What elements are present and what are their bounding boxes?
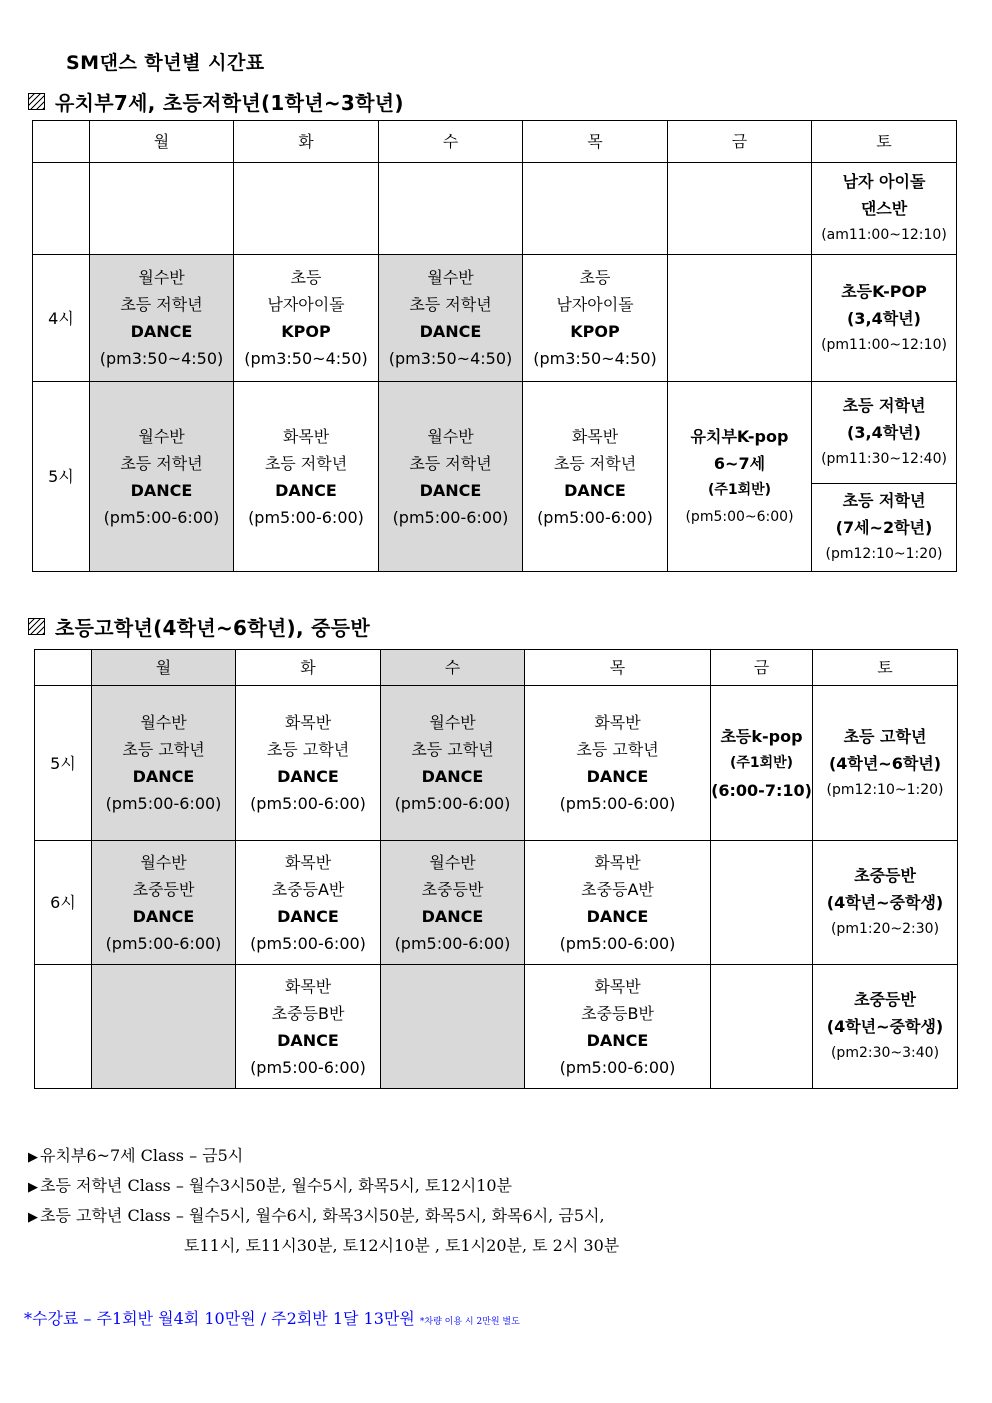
triangle-bullet-icon: ▶: [28, 1150, 38, 1165]
triangle-bullet-icon: ▶: [28, 1180, 38, 1195]
class-time: (6:00-7:10): [711, 780, 812, 800]
class-group: 화목반: [284, 852, 332, 872]
class-time: (pm2:30~3:40): [830, 1045, 940, 1061]
day-header-wed: 수: [379, 121, 523, 163]
note-item: [28, 1142, 619, 1172]
class-time: (pm5:00~6:00): [685, 508, 794, 525]
class-genre: DANCE: [277, 906, 339, 926]
class-cell-empty: [711, 841, 813, 965]
class-genre: DANCE: [130, 480, 193, 500]
time-label: 6시: [35, 841, 92, 965]
day-header-thu: 목: [525, 650, 711, 686]
class-level: (4학년~중학생): [826, 1017, 944, 1036]
class-time: (pm5:00-6:00): [105, 933, 222, 953]
class-name: 초등k-pop: [720, 726, 803, 746]
section1-row-morning: [33, 163, 957, 255]
section2-row-extra: [35, 965, 958, 1089]
class-group: 화목반: [594, 852, 641, 872]
class-genre: DANCE: [419, 322, 482, 341]
note-item: [28, 1202, 619, 1232]
class-level: 남자아이돌: [267, 295, 345, 314]
class-cell: [381, 841, 525, 965]
class-level: 초등 고학년: [576, 740, 659, 759]
class-cell: [90, 382, 234, 572]
time-label: 5시: [33, 382, 90, 572]
class-level: 초등 저학년: [120, 453, 203, 473]
class-genre: DANCE: [277, 767, 339, 786]
class-name: 초등 저학년: [842, 491, 926, 510]
class-cell: [234, 255, 379, 382]
class-level: 초중등A반: [271, 879, 345, 899]
section2-row-5pm: [35, 686, 958, 841]
class-cell-empty: [379, 163, 523, 255]
section2-heading: [28, 612, 370, 641]
class-group: 월수반: [140, 852, 187, 872]
class-genre: DANCE: [564, 480, 626, 500]
class-group: 화목반: [284, 713, 332, 732]
class-group: 화목반: [282, 426, 330, 446]
class-cell: [381, 686, 525, 841]
class-genre: KPOP: [281, 322, 331, 341]
class-time: (pm1:20~2:30): [830, 921, 940, 937]
class-time: (pm5:00-6:00): [537, 507, 653, 527]
class-group: 초등: [579, 268, 611, 287]
class-cell: [813, 965, 958, 1089]
section2-timetable: [34, 649, 958, 1089]
class-time: (pm12:10~1:20): [826, 781, 944, 798]
class-time: (pm5:00-6:00): [250, 794, 366, 813]
class-cell-empty: [90, 163, 234, 255]
class-time: (pm11:30~12:40): [821, 451, 947, 467]
note-text: 토11시, 토11시30분, 토12시10분 , 토1시20분, 토 2시 30분: [184, 1236, 620, 1255]
time-label: [35, 965, 92, 1089]
class-level: 초중등A반: [581, 879, 654, 899]
class-cell: [525, 686, 711, 841]
note-text: 초등 저학년 Class – 월수3시50분, 월수5시, 화목5시, 토12시10분: [40, 1176, 513, 1195]
class-cell: [236, 841, 381, 965]
class-group: 화목반: [594, 713, 641, 732]
class-cell: [812, 255, 957, 382]
class-name: 초중등반: [854, 866, 916, 885]
class-cell-empty: [668, 163, 812, 255]
class-level: 초등 저학년: [264, 453, 348, 473]
time-label: 4시: [33, 255, 90, 382]
class-group: 월수반: [427, 268, 474, 287]
class-cell: [236, 686, 381, 841]
day-header-fri: 금: [711, 650, 813, 686]
section2-row-6pm: [35, 841, 958, 965]
corner-cell: [35, 650, 92, 686]
section1-timetable: [32, 120, 957, 572]
note-item: [28, 1172, 619, 1202]
class-level: 초중등반: [132, 879, 195, 899]
class-level: 초등 저학년: [409, 295, 492, 314]
class-time: (pm5:00-6:00): [248, 507, 364, 527]
class-cell: [525, 965, 711, 1089]
section1-heading-text: 유치부7세, 초등저학년(1학년~3학년): [55, 91, 404, 115]
section2-heading-text: 초등고학년(4학년~6학년), 중등반: [55, 616, 370, 640]
class-group: 화목반: [571, 426, 619, 446]
class-level: 초중등B반: [581, 1003, 654, 1023]
note-text: 유치부6~7세 Class – 금5시: [40, 1146, 244, 1165]
class-time: (pm5:00-6:00): [250, 933, 366, 953]
class-level: 6~7세: [713, 453, 766, 473]
class-level: (4학년~6학년): [828, 753, 942, 773]
class-time: (pm5:00-6:00): [250, 1057, 366, 1077]
note-text: 초등 고학년 Class – 월수5시, 월수6시, 화목3시50분, 화목5시, 화목6시, 금5시,: [40, 1206, 605, 1225]
class-time: (pm5:00-6:00): [103, 507, 220, 527]
class-level: 초등 저학년: [409, 453, 492, 473]
day-header-mon: 월: [92, 650, 236, 686]
class-level: 초등 저학년: [553, 453, 637, 473]
fee-note: *차량 이용 시 2만원 별도: [419, 1317, 520, 1327]
class-cell: [668, 382, 812, 572]
section1-row-5pm: [33, 382, 957, 572]
class-name: 초중등반: [854, 990, 916, 1009]
class-name: 유치부K-pop: [690, 426, 789, 446]
class-time: (pm5:00-6:00): [392, 507, 509, 527]
class-time: (am11:00~12:10): [821, 227, 947, 243]
day-header-sat: 토: [812, 121, 957, 163]
class-level: 댄스반: [860, 199, 908, 218]
class-genre: DANCE: [277, 1030, 339, 1050]
class-genre: DANCE: [421, 906, 484, 926]
class-cell: [379, 255, 523, 382]
class-cell: [90, 255, 234, 382]
class-level: 초중등반: [421, 879, 484, 899]
class-group: 화목반: [284, 976, 332, 996]
class-genre: KPOP: [570, 322, 620, 341]
class-level: (3,4학년): [847, 308, 921, 328]
day-header-wed: 수: [381, 650, 525, 686]
class-cell: [525, 841, 711, 965]
class-group: 초등: [290, 268, 322, 287]
class-cell-empty: [711, 965, 813, 1089]
class-group: 월수반: [429, 852, 476, 872]
tuition-fee: [24, 1306, 520, 1329]
class-cell: [92, 841, 236, 965]
class-subcell-upper: [812, 382, 956, 483]
class-level: 초등 고학년: [266, 740, 350, 759]
class-genre: DANCE: [130, 322, 193, 341]
class-level: 초등 고학년: [411, 740, 494, 759]
class-time: (pm5:00-6:00): [559, 1057, 676, 1077]
section2-header-row: [35, 650, 958, 686]
class-name: 초등 고학년: [843, 726, 927, 746]
day-header-mon: 월: [90, 121, 234, 163]
class-cell: [92, 686, 236, 841]
day-header-tue: 화: [236, 650, 381, 686]
class-level: 초등 저학년: [120, 295, 203, 314]
class-level: 초중등B반: [271, 1003, 345, 1023]
class-time: (pm11:00~12:10): [821, 336, 947, 353]
class-cell: [234, 382, 379, 572]
class-cell: [711, 686, 813, 841]
class-level: (4학년~중학생): [826, 893, 944, 912]
hatched-box-icon: [28, 93, 45, 110]
class-frequency: (주1회반): [707, 481, 772, 498]
class-group: 월수반: [427, 426, 474, 446]
class-cell-empty: [668, 255, 812, 382]
class-time: (pm3:50~4:50): [533, 349, 657, 368]
class-time: (pm3:50~4:50): [244, 349, 368, 368]
corner-cell: [33, 121, 90, 163]
section1-header-row: [33, 121, 957, 163]
class-time: (pm3:50~4:50): [388, 349, 513, 368]
class-time: (pm5:00-6:00): [105, 794, 222, 813]
class-cell-empty: [523, 163, 668, 255]
class-group: 화목반: [594, 976, 641, 996]
note-item-continued: [28, 1232, 619, 1260]
class-genre: DANCE: [275, 480, 337, 500]
class-genre: DANCE: [132, 906, 195, 926]
class-genre: DANCE: [132, 767, 195, 786]
class-time: (pm5:00-6:00): [559, 933, 676, 953]
class-time: (pm3:50~4:50): [99, 349, 224, 368]
document-title: SM댄스 학년별 시간표: [66, 52, 265, 74]
class-cell: [523, 255, 668, 382]
class-level: 남자아이돌: [556, 295, 634, 314]
class-cell: [379, 382, 523, 572]
class-notes: [28, 1142, 619, 1260]
day-header-fri: 금: [668, 121, 812, 163]
class-level: (3,4학년): [847, 423, 921, 442]
class-cell-empty: [381, 965, 525, 1089]
day-header-sat: 토: [813, 650, 958, 686]
class-cell: [813, 841, 958, 965]
class-cell-empty: [92, 965, 236, 1089]
time-label: 5시: [35, 686, 92, 841]
class-name: 초등 저학년: [842, 396, 926, 415]
class-cell: [813, 686, 958, 841]
section1-row-4pm: [33, 255, 957, 382]
class-genre: DANCE: [421, 767, 484, 786]
time-label: [33, 163, 90, 255]
class-cell-empty: [234, 163, 379, 255]
day-header-tue: 화: [234, 121, 379, 163]
class-genre: DANCE: [586, 767, 649, 786]
class-frequency: (주1회반): [729, 754, 794, 771]
class-cell: [812, 163, 957, 255]
class-group: 월수반: [138, 426, 185, 446]
class-cell: [523, 382, 668, 572]
triangle-bullet-icon: ▶: [28, 1210, 38, 1225]
class-time: (pm12:10~1:20): [825, 546, 943, 562]
class-time: (pm5:00-6:00): [394, 794, 511, 813]
class-time: (pm5:00-6:00): [394, 933, 511, 953]
class-genre: DANCE: [586, 906, 649, 926]
class-group: 월수반: [429, 713, 476, 732]
class-genre: DANCE: [419, 480, 482, 500]
class-group: 월수반: [140, 713, 187, 732]
section1-heading: [28, 87, 404, 116]
class-subcell-lower: [811, 483, 957, 571]
day-header-thu: 목: [523, 121, 668, 163]
class-time: (pm5:00-6:00): [559, 794, 676, 813]
fee-main: *수강료 – 주1회반 월4회 10만원 / 주2회반 1달 13만원: [24, 1309, 415, 1328]
class-name: 초등K-POP: [841, 281, 927, 301]
class-cell-split: [812, 382, 957, 572]
hatched-box-icon: [28, 618, 45, 635]
class-level: (7세~2학년): [835, 518, 933, 537]
class-genre: DANCE: [586, 1030, 649, 1050]
class-level: 초등 고학년: [122, 740, 205, 759]
class-name: 남자 아이돌: [842, 172, 926, 191]
class-group: 월수반: [138, 268, 185, 287]
class-cell: [236, 965, 381, 1089]
